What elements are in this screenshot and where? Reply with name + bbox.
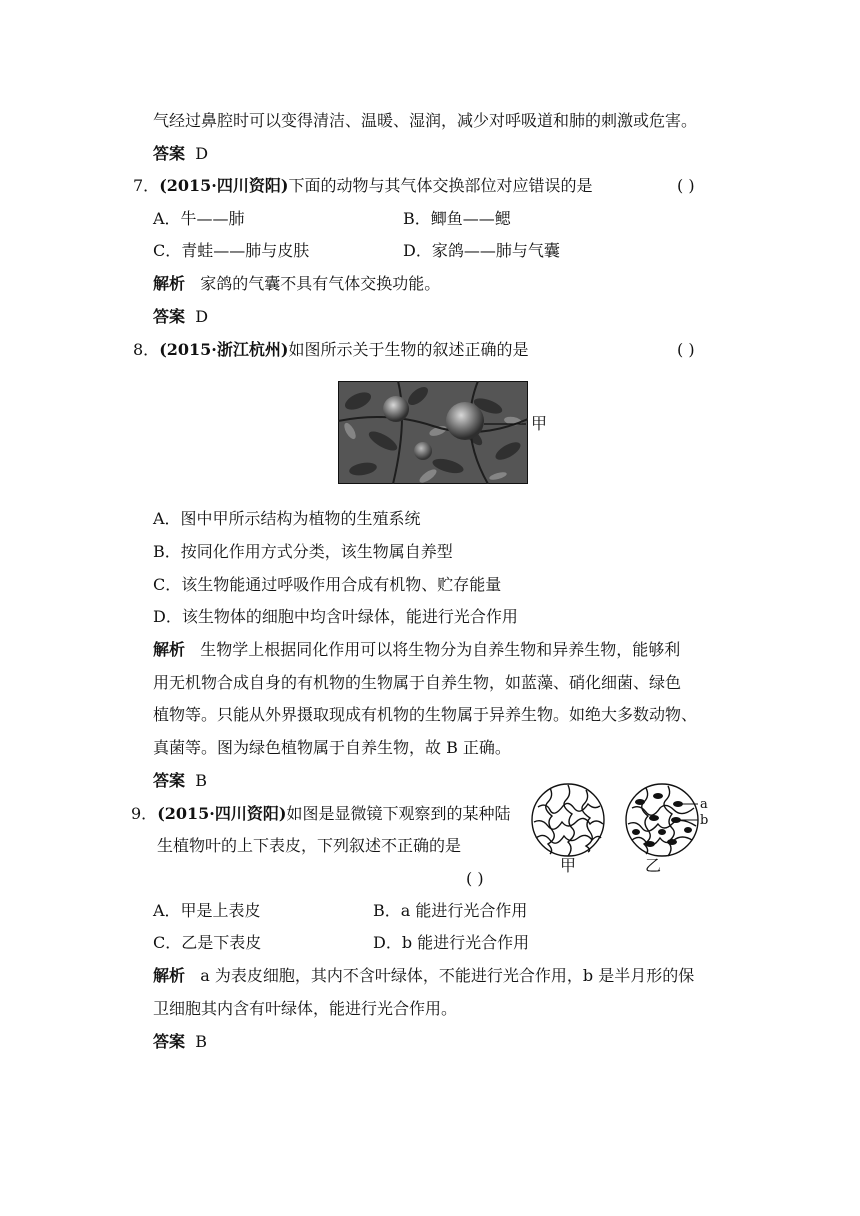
q7-stem-text: 下面的动物与其气体交换部位对应错误的是 <box>288 176 593 195</box>
analysis-label: 解析 <box>153 966 186 985</box>
fruit-main <box>446 402 484 440</box>
q7-stem <box>133 175 592 197</box>
q7-option-d: D．家鸽——肺与气囊 <box>403 241 560 260</box>
leaf-epidermis-diagram <box>528 782 728 878</box>
q8-source: (2015·浙江杭州) <box>159 340 289 359</box>
q7-option-b: B．鲫鱼——鳃 <box>403 209 511 228</box>
fruit-small <box>383 396 409 422</box>
q8-answer <box>153 770 207 792</box>
q9-stem-line-2: 生植物叶的上下表皮，下列叙述不正确的是 <box>157 836 462 855</box>
analysis-text: a 为表皮细胞，其内不含叶绿体，不能进行光合作用，b 是半月形的保 <box>200 966 695 985</box>
q7-source: (2015·四川资阳) <box>159 176 289 195</box>
photo-image <box>338 381 528 484</box>
answer-value: D <box>195 307 209 326</box>
figure-label-jia: 甲 <box>531 414 548 433</box>
q8-option-b: B．按同化作用方式分类，该生物属自养型 <box>153 542 453 561</box>
answer-value: B <box>195 1032 207 1051</box>
q9-number: 9． <box>131 804 158 823</box>
q8-analysis-line-3: 植物等。只能从外界摄取现成有机物的生物属于异养生物。如绝大多数动物、 <box>153 705 698 724</box>
q9-option-a: A．甲是上表皮 <box>153 901 261 920</box>
q8-analysis-line-2: 用无机物合成自身的有机物的生物属于自养生物，如蓝藻、硝化细菌、绿色 <box>153 673 682 692</box>
q8-stem <box>133 339 528 361</box>
q7-answer-paren: ( ) <box>677 176 695 195</box>
q9-source: (2015·四川资阳) <box>157 804 287 823</box>
q7-analysis <box>153 273 440 295</box>
label-yi: 乙 <box>645 856 662 875</box>
q9-analysis-line-2: 卫细胞其内含有叶绿体，能进行光合作用。 <box>153 999 458 1018</box>
q8-answer-paren: ( ) <box>677 340 695 359</box>
intro-text: 气经过鼻腔时可以变得清洁、温暖、湿润，减少对呼吸道和肺的刺激或危害。 <box>153 111 698 130</box>
q9-stem-text: 如图是显微镜下观察到的某种陆 <box>286 804 511 823</box>
q8-option-d: D．该生物体的细胞中均含叶绿体，能进行光合作用 <box>153 607 518 626</box>
q8-number: 8． <box>133 340 160 359</box>
answer-label: 答案 <box>153 144 186 163</box>
q9-option-d: D．b 能进行光合作用 <box>373 933 530 952</box>
label-b: b <box>700 813 709 828</box>
q7-option-a: A．牛——肺 <box>153 209 245 228</box>
analysis-text: 家鸽的气囊不具有气体交换功能。 <box>200 274 441 293</box>
q8-analysis-line-1 <box>153 639 680 661</box>
q9-stem-line-1 <box>131 803 510 825</box>
analysis-label: 解析 <box>153 274 186 293</box>
answer-label: 答案 <box>153 307 186 326</box>
label-jia: 甲 <box>560 856 577 875</box>
q7-option-c: C．青蛙——肺与皮肤 <box>153 241 310 260</box>
q8-option-a: A．图中甲所示结构为植物的生殖系统 <box>153 509 421 528</box>
pomegranate-tree-photo <box>338 381 528 484</box>
analysis-label: 解析 <box>153 640 186 659</box>
q9-option-c: C．乙是下表皮 <box>153 933 262 952</box>
q9-answer-paren: ( ) <box>466 869 484 888</box>
answer-label: 答案 <box>153 1032 186 1051</box>
intro-answer <box>153 143 208 165</box>
q8-analysis-line-4: 真菌等。图为绿色植物属于自养生物，故 B 正确。 <box>153 738 511 757</box>
q9-answer <box>153 1031 207 1053</box>
answer-value: B <box>195 771 207 790</box>
q9-analysis-line-1 <box>153 965 694 987</box>
q9-option-b: B．a 能进行光合作用 <box>373 901 528 920</box>
q7-number: 7． <box>133 176 160 195</box>
label-a: a <box>700 797 708 812</box>
q8-stem-text: 如图所示关于生物的叙述正确的是 <box>288 340 529 359</box>
q7-answer <box>153 306 208 328</box>
q8-option-c: C．该生物能通过呼吸作用合成有机物、贮存能量 <box>153 575 502 594</box>
answer-label: 答案 <box>153 771 186 790</box>
analysis-text: 生物学上根据同化作用可以将生物分为自养生物和异养生物，能够利 <box>200 640 681 659</box>
answer-value: D <box>195 144 209 163</box>
epidermis-drawing <box>528 782 728 878</box>
upper-epidermis <box>532 784 604 856</box>
